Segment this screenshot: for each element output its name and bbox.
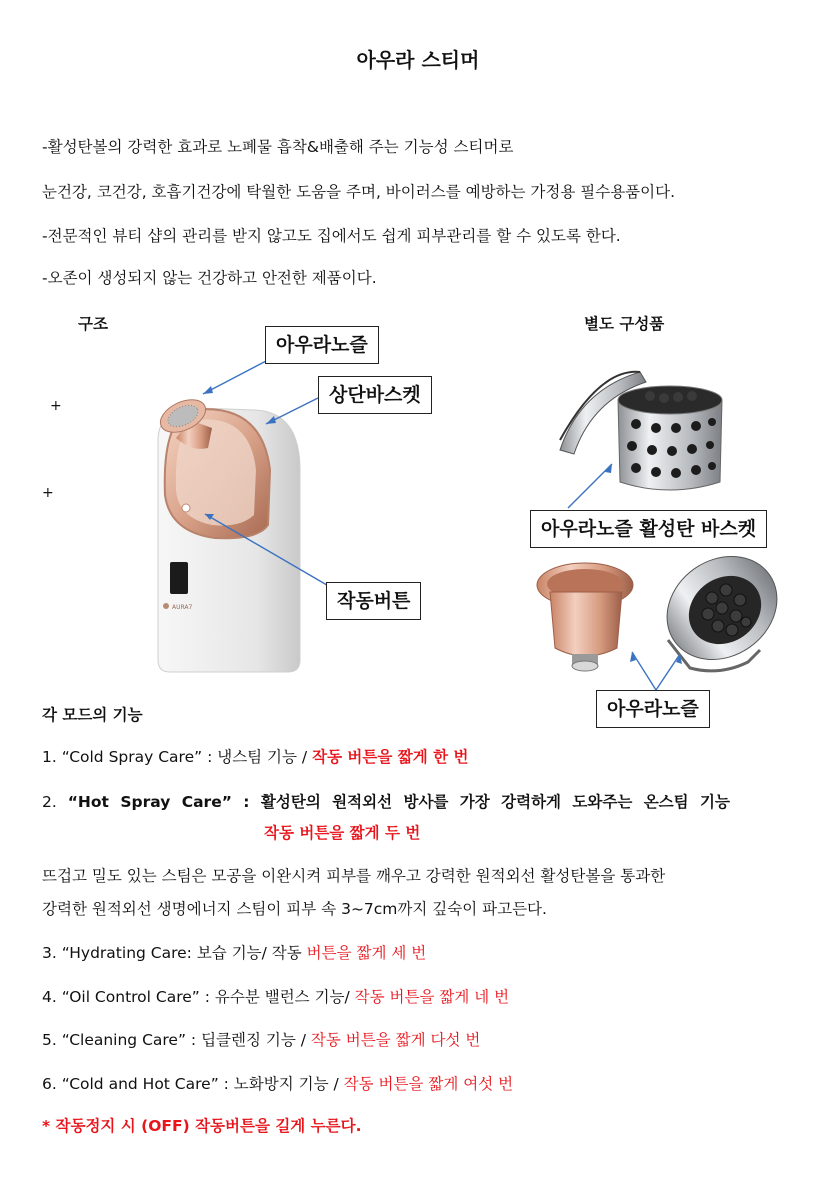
steel-nozzle-with-balls [647, 535, 797, 680]
mode-1-action: 작동 버튼을 짧게 한 번 [312, 748, 469, 766]
plus-mark-2: + [42, 485, 54, 501]
steamer-device [155, 393, 300, 672]
intro-line-1: -활성탄볼의 강력한 효과로 노폐물 흡착&배출해 주는 기능성 스티머로 [42, 138, 514, 156]
mode-2-action: 작동 버튼을 짧게 두 번 [264, 824, 421, 842]
mode-6 [42, 1072, 513, 1094]
modes-heading: 각 모드의 기능 [42, 706, 143, 724]
intro-line-4: -오존이 생성되지 않는 건강하고 안전한 제품이다. [42, 269, 377, 287]
mode-4 [42, 985, 509, 1007]
mode-5-text: 5. “Cleaning Care” : 딥클렌징 기능 / [42, 1031, 311, 1049]
stop-instruction: * 작동정지 시 (OFF) 작동버튼을 길게 누른다. [42, 1117, 362, 1135]
mode-6-action: 작동 버튼을 짧게 여섯 번 [343, 1075, 514, 1093]
mode-4-text: 4. “Oil Control Care” : 유수분 밸런스 기능/ [42, 988, 355, 1006]
mode-2-name: “Hot Spray Care” [67, 793, 232, 811]
mode-3-text: 3. “Hydrating Care: 보습 기능/ 작동 [42, 944, 307, 962]
mode-5 [42, 1028, 480, 1050]
mode-1 [42, 745, 468, 767]
mode-1-text: 1. “Cold Spray Care” : 냉스팀 기능 / [42, 748, 313, 766]
components-heading: 별도 구성품 [584, 315, 665, 333]
mode-3 [42, 941, 426, 963]
mode-2-detail-2: 강력한 원적외선 생명에너지 스팀이 피부 속 3~7cm까지 깊숙이 파고든다. [42, 900, 547, 918]
device-brand-text: AURA7 [172, 604, 193, 611]
mode-2 [42, 790, 794, 812]
copper-nozzle [537, 563, 633, 671]
mode-5-action: 작동 버튼을 짧게 다섯 번 [310, 1031, 481, 1049]
mode-3-action: 버튼을 짧게 세 번 [306, 944, 427, 962]
page-title: 아우라 스티머 [356, 48, 480, 72]
mode-2-number: 2. [42, 793, 68, 811]
callout-operate-button: 작동버튼 [326, 582, 421, 620]
structure-heading: 구조 [78, 315, 108, 333]
mode-2-detail-1: 뜨겁고 밀도 있는 스팀은 모공을 이완시켜 피부를 깨우고 강력한 원적외선 활성탄볼을 통과한 [42, 867, 666, 885]
callout-aura-nozzle: 아우라노즐 [265, 326, 379, 364]
callout-nozzle-carbon-basket: 아우라노즐 활성탄 바스켓 [530, 510, 767, 548]
intro-line-3: -전문적인 뷰티 샵의 관리를 받지 않고도 집에서도 쉽게 피부관리를 할 수 있도록 한다. [42, 227, 621, 245]
callout-aura-nozzle-parts: 아우라노즐 [596, 690, 710, 728]
mode-2-desc: : 활성탄의 원적외선 방사를 가장 강력하게 도와주는 온스팀 기능 [231, 793, 730, 811]
mode-6-text: 6. “Cold and Hot Care” : 노화방지 기능 / [42, 1075, 344, 1093]
steel-basket-with-lid [560, 372, 722, 490]
plus-mark-1: + [50, 398, 62, 414]
intro-line-2: 눈건강, 코건강, 호흡기건강에 탁월한 도움을 주며, 바이러스를 예방하는 가정용 필수용품이다. [42, 183, 676, 201]
mode-4-action: 작동 버튼을 짧게 네 번 [354, 988, 510, 1006]
callout-upper-basket: 상단바스켓 [318, 376, 432, 414]
